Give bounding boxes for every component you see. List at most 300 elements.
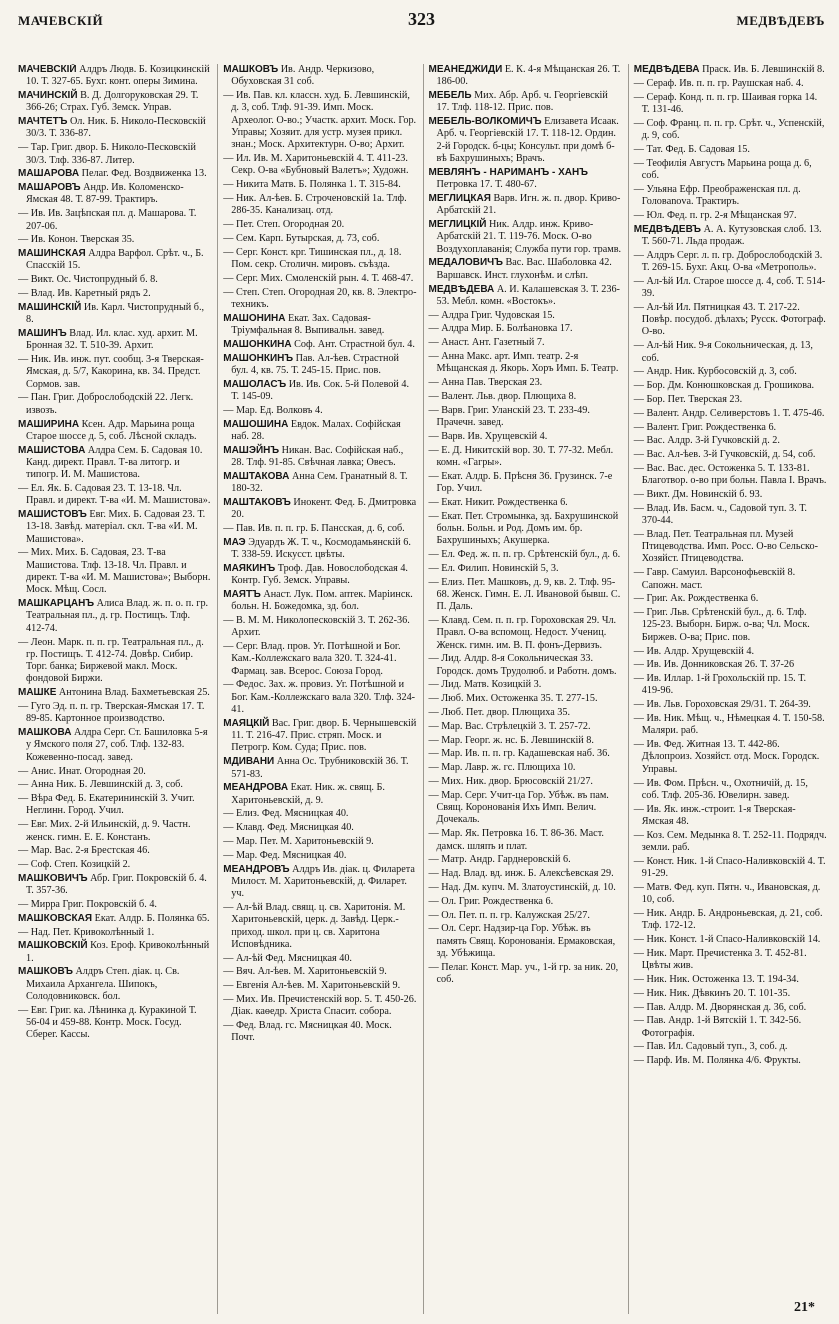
entry-details: А. А. Кутузовская слоб. 13. Т. 560-71. Льда продаж. <box>641 223 822 247</box>
directory-entry <box>634 210 827 222</box>
entry-details: — Пелаг. Конст. Мар. уч., 1-й гр. за ник. 20, соб. <box>428 961 619 985</box>
entry-details: — Ал-ѣй Ил. Пятницкая 43. Т. 217-22. Повѣр. посудоб. дѣлахъ; Русск. Фотограф. О-во. <box>633 301 826 338</box>
directory-entry <box>429 868 622 880</box>
entry-details: — Елиз. Фед. Мясницкая 40. <box>223 808 349 820</box>
directory-entry <box>223 641 416 678</box>
entry-details: — Леон. Марк. п. п. гр. Театральная пл., д. гр. Постищъ. Т. 412-74. Довѣр. Сибир. Торг. банка; Биржевой макл. Моск. фондовой Биржи. <box>18 636 204 685</box>
directory-entry <box>18 547 211 596</box>
entry-details: — Ил. Ив. М. Харитоньевскій 4. Т. 411-23. Секр. О-ва «Бубновый Валетъ»; Художн. <box>223 153 409 177</box>
entry-details: — Федос. Зах. ж. провиз. Уг. Потѣшной и Бог. Кам.-Коллежскаго вала 320. Тлф. 324-41. <box>223 679 416 716</box>
directory-entry <box>18 354 211 391</box>
directory-entry <box>634 380 827 392</box>
directory-entry <box>634 92 827 117</box>
entry-details: Елизавета Исаак. Арб. ч. Георгіевскій 17. Т. 118-12. Ордин. 2-й Городск. б-цы; Консульт. при домѣ б-вѣ Бахрушиныхъ; Врачъ. <box>436 116 619 165</box>
directory-entry <box>223 233 416 245</box>
entry-details: — Тат. Фед. Б. Садовая 15. <box>633 143 750 155</box>
directory-entry <box>634 340 827 365</box>
entry-details: — Мар. Фед. Мясницкая 40. <box>223 849 347 861</box>
entry-details: — Никита Матв. Б. Полянка 1. Т. 315-84. <box>223 179 401 191</box>
entry-surname: МАШАРОВА <box>18 168 80 180</box>
column-2 <box>217 64 416 1314</box>
page-header <box>18 6 825 36</box>
entry-details: Алиса Влад. ж. п. о. п. гр. Театральная пл., д. гр. Постищъ. Тлф. 412-74. <box>26 598 209 634</box>
directory-entry <box>634 78 827 90</box>
entry-details: — Анаст. Ант. Газетный 7. <box>428 337 545 349</box>
entry-surname: МАЧТЕТЪ <box>18 116 68 128</box>
entry-details: — Елиз. Пет. Машковъ, д. 9, кв. 2. Тлф. 95-68. Женск. Гимн. Е. Л. Ивановой бывш. С. П. Даль. <box>428 576 621 613</box>
directory-entry <box>223 808 416 820</box>
directory-entry <box>18 208 211 233</box>
entry-details: — Мирра Григ. Покровскій б. 4. <box>18 899 157 910</box>
directory-entry <box>223 718 416 755</box>
directory-entry <box>223 273 416 285</box>
entry-surname: МАШТАКОВЪ <box>223 496 291 508</box>
entry-details: Ив. Андр. Черкизово, Обуховская 31 соб. <box>231 64 375 88</box>
directory-entry <box>18 819 211 844</box>
directory-entry <box>634 250 827 275</box>
entry-details: — Серг. Влад. пров. Уг. Потѣшной и Бог. Кам.-Коллежскаго вала 320. Т. 324-41. Фармац. зав. Всерос. Союза Город. <box>223 641 401 677</box>
entry-details: — Коз. Сем. Медынка 8. Т. 252-11. Подрядч. земли. раб. <box>633 829 827 854</box>
directory-entry <box>634 593 827 605</box>
directory-entry <box>223 756 416 781</box>
directory-entry <box>18 873 211 898</box>
entry-surname: МАШИСТОВА <box>18 444 86 456</box>
directory-entry <box>429 391 622 403</box>
entry-surname: МЕГЛИЦКАЯ <box>428 192 491 204</box>
header-left-guideword: МАЧЕВСКІЙ <box>18 13 104 28</box>
directory-entry <box>18 845 211 857</box>
directory-entry <box>634 567 827 592</box>
entry-details: — Екат. Никит. Рождественка 6. <box>428 496 568 508</box>
entry-details: Никан. Вас. Софійская наб., 28. Тлф. 91-85. Свѣчная лавка; Овесъ. <box>231 444 404 468</box>
entry-surname: МАШОНИНА <box>223 312 286 324</box>
entry-surname: МАЭ <box>223 536 246 548</box>
directory-entry <box>634 302 827 339</box>
entry-details: Варв. Игн. ж. п. двор. Криво-Арбатскій 21. <box>436 192 621 217</box>
entry-details: — Тар. Григ. двор. Б. Николо-Песковскій 30/3. Тлф. 336-87. Литер. <box>18 142 196 166</box>
directory-entry <box>223 405 416 417</box>
entry-details: Коз. Ероф. Кривоколѣнный 1. <box>26 940 210 964</box>
entry-details: — Валент. Григ. Рождественка 6. <box>633 421 777 433</box>
directory-entry <box>18 234 211 246</box>
directory-entry <box>634 184 827 209</box>
entry-details: А. И. Калашевская 3. Т. 236-53. Мебл. комн. «Востокъ». <box>436 283 620 307</box>
directory-entry <box>429 896 622 908</box>
directory-entry <box>634 158 827 183</box>
entry-details: Вас. Вас. Шаболовка 42. Варшавск. Инст. глухонѣм. и слѣп. <box>436 257 612 281</box>
entry-details: — Ал-ѣй Влад. свящ. ц. св. Харитонія. М. Харитоньевскій, церк. д. Завѣд. Церк.-приход. школ. при ц. св. Харитона Исповѣдника. <box>223 902 406 950</box>
directory-entry <box>634 778 827 803</box>
directory-entry <box>18 288 211 300</box>
directory-entry <box>634 435 827 447</box>
directory-entry <box>429 377 622 389</box>
entry-details: — Анис. Инат. Огородная 20. <box>18 765 146 777</box>
entry-details: — Анна Пав. Тверская 23. <box>428 377 543 389</box>
entry-details: — Алдра Григ. Чудовская 15. <box>428 309 555 321</box>
entry-surname: МАШЭЙНЪ <box>223 444 280 456</box>
entry-details: — Теофилія Августъ Марьина роща д. 6, соб. <box>633 157 812 181</box>
entry-details: — Ник. Март. Пречистенка 3. Т. 452-81. Цвѣты жив. <box>633 947 807 972</box>
directory-entry <box>18 687 211 699</box>
entry-details: — Мар. Пет. М. Харитоньевскій 9. <box>223 836 374 848</box>
directory-entry <box>223 379 416 404</box>
directory-entry <box>18 899 211 911</box>
entry-details: Екат. Зах. Садовая-Тріумфальная 8. Выпивальн. завед. <box>231 312 385 336</box>
directory-entry <box>634 882 827 907</box>
entry-details: — Ив. Иллар. 1-й Грохольскій пр. 15. Т. 419-96. <box>633 673 807 697</box>
directory-entry <box>18 142 211 167</box>
entry-details: Алдръ Ив. діак. ц. Филарета Милост. М. Харитоньевскій, д. Филарет. уч. <box>231 863 415 900</box>
directory-entry <box>223 994 416 1019</box>
entry-details: — Андр. Ник. Курбосовскій д. 3, соб. <box>633 366 797 378</box>
directory-entry <box>634 713 827 738</box>
entry-details: — Ив. Фед. Житная 13. Т. 442-86. Дѣлопроиз. Хозяйст. отд. Моск. Городск. Управы. <box>633 739 820 775</box>
directory-entry <box>223 353 416 378</box>
directory-entry <box>18 940 211 965</box>
entry-details: Алдръ Степ. діак. ц. Св. Михаила Архангела. Шипокъ, Солодовниковск. бол. <box>26 966 180 1003</box>
directory-entry <box>634 974 827 986</box>
entry-details: — Вяч. Ал-ѣев. М. Харитоньевскій 9. <box>223 966 387 978</box>
directory-entry <box>429 64 622 89</box>
entry-details: — Мар. Як. Петровка 16. Т. 86-36. Маст. дамск. шляпъ и плат. <box>428 828 604 852</box>
entry-details: — Мих. Ник. двор. Брюсовскій 21/27. <box>428 776 593 788</box>
column-1 <box>18 64 211 1314</box>
directory-entry <box>634 830 827 855</box>
entry-details: — Анна Макс. арт. Имп. театр. 2-я Мѣщанская д. Якорь. Хоръ Имп. Б. Театр. <box>428 351 619 375</box>
entry-surname: МЕДВѢДЕВА <box>633 64 700 75</box>
entry-surname: МДИВАНИ <box>223 756 275 768</box>
directory-entry <box>223 850 416 862</box>
directory-entry <box>18 859 211 871</box>
directory-entry <box>634 224 827 249</box>
column-4 <box>628 64 827 1314</box>
directory-entry <box>429 828 622 853</box>
entry-details: — Серг. Конст. крг. Тишинская пл., д. 18. Пом. секр. Столичн. мировъ. съѣзда. <box>223 246 402 270</box>
directory-entry <box>429 351 622 376</box>
entry-details: — Евг. Григ. ка. Лѣнинка д. Куракиной Т. 56-04 и 459-88. Контр. Моск. Госуд. Сберег. Кассы. <box>18 1004 197 1041</box>
entry-details: — Ульяна Ефр. Преображенская пл. д. Головanova. Трактиръ. <box>633 183 801 207</box>
directory-entry <box>18 248 211 273</box>
directory-entry <box>223 445 416 470</box>
directory-entry <box>634 118 827 143</box>
directory-entry <box>18 445 211 482</box>
directory-entry <box>429 962 622 987</box>
entry-details: — Мар. Вас. 2-я Брестская 46. <box>18 845 150 857</box>
directory-entry <box>223 219 416 231</box>
directory-entry <box>223 313 416 338</box>
entry-details: — Ол. Серг. Надзир-ца Гор. Убѣж. въ память Свящ. Коронованія. Ермаковская, зд. Убѣжища. <box>428 923 616 959</box>
entry-details: Троф. Дав. Новослободская 4. Контр. Губ. Земск. Управы. <box>231 562 408 587</box>
directory-entry <box>429 511 622 548</box>
directory-entry <box>429 337 622 349</box>
entry-details: Праск. Ив. Б. Левшинскій 8. <box>699 64 825 75</box>
entry-surname: МАШКОВСКІЙ <box>18 940 88 952</box>
directory-entry <box>634 739 827 776</box>
directory-entry <box>18 64 211 89</box>
entry-details: Ник. Алдр. инж. Криво-Арбатскій 21. Т. 119-76. Моск. О-во Воздухоплаванія; Служба пути гор. трамв. <box>436 219 622 255</box>
entry-details: — Гуго Эд. п. п. гр. Тверская-Ямская 17. Т. 89-85. Картонное производство. <box>18 701 205 725</box>
entry-details: В. Д. Долгоруковская 29. Т. 366-26; Страх. Губ. Земск. Управ. <box>26 90 199 114</box>
entry-details: Антонина Влад. Бахметьевская 25. <box>56 687 210 699</box>
entry-details: — Варв. Ив. Хрущевскій 4. <box>428 430 548 442</box>
entry-details: — Пав. Андр. 1-й Вятскій 1. Т. 342-56. Фотографія. <box>633 1015 802 1039</box>
entry-surname: МАШИНСКАЯ <box>18 248 86 260</box>
directory-entry <box>18 182 211 207</box>
directory-entry <box>634 1015 827 1040</box>
entry-details: — Ол. Пет. п. п. гр. Калужская 25/27. <box>428 909 590 921</box>
directory-entry <box>223 836 416 848</box>
directory-entry <box>634 422 827 434</box>
entry-details: — Сераф. Конд. п. п. гр. Шаивая горка 14. Т. 131-46. <box>633 91 818 115</box>
directory-entry <box>634 276 827 301</box>
entry-details: — Анна Ник. Б. Левшинскій д. 3, соб. <box>18 779 183 791</box>
entry-details: Пав. Ал-ѣев. Страстной бул. 4, кв. 75. Т. 245-15. Прис. пов. <box>231 352 400 376</box>
entry-details: — Клавд. Фед. Мясницкая 40. <box>223 822 354 834</box>
entry-details: — Люб. Мих. Остоженка 35. Т. 277-15. <box>428 693 598 705</box>
entry-details: — Влад. Пет. Театральная пл. Музей Птицеводства. Имп. Росс. О-во Сельско-Хозяйст. Птицеводства. <box>633 528 818 565</box>
directory-entry <box>18 727 211 764</box>
directory-entry <box>429 193 622 218</box>
entry-details: Мих. Абр. Арб. ч. Георгіевскій 17. Тлф. 118-12. Прис. пов. <box>436 90 608 114</box>
directory-entry <box>18 116 211 141</box>
entry-details: — Над. Дм. купч. М. Златоустинскій, д. 10. <box>428 881 616 893</box>
entry-surname: МАЧЕВСКІЙ <box>18 64 77 75</box>
entry-details: — Ник. Конст. 1-й Спасо-Наливковскій 14. <box>633 934 821 946</box>
entry-details: — Клавд. Сем. п. п. гр. Гороховская 29. Чл. Правл. О-ва вспомощ. Недост. Учениц. Женск. гимн. им. В. П. фонъ-Дервизъ. <box>428 614 617 651</box>
entry-surname: МАЯТЪ <box>223 588 261 600</box>
directory-entry <box>18 966 211 1003</box>
directory-entry <box>634 673 827 698</box>
directory-entry <box>429 735 622 747</box>
entry-details: — Люб. Пет. двор. Плющиха 35. <box>428 707 571 719</box>
directory-entry <box>634 856 827 881</box>
directory-entry <box>223 287 416 312</box>
directory-entry <box>429 563 622 575</box>
directory-entry <box>18 779 211 791</box>
directory-entry <box>429 549 622 561</box>
entry-surname: МЕДАЛОВИЧЪ <box>428 257 503 269</box>
entry-surname: МЕБЕЛЬ <box>428 90 472 102</box>
directory-entry <box>223 980 416 992</box>
entry-details: — Мар. Георг. ж. нс. Б. Левшинскій 8. <box>428 734 594 746</box>
entry-details: — Пан. Григ. Доброслободскій 22. Легк. извозъ. <box>18 392 194 416</box>
directory-entry <box>634 908 827 933</box>
entry-details: — Матв. Фед. куп. Пятн. ч., Ивановская, д. 10, соб. <box>633 881 821 906</box>
directory-entry <box>18 302 211 327</box>
entry-details: — Соф. Франц. п. п. гр. Срѣт. ч., Успенскій, д. 9, соб. <box>633 117 825 141</box>
directory-entry <box>223 90 416 151</box>
entry-details: — Конст. Ник. 1-й Спасо-Наливковскій 4. Т. 91-29. <box>633 855 826 880</box>
entry-details: — Алдръ Серг. л. п. гр. Доброслободскій 3. Т. 269-15. Бухг. Акц. О-ва «Метрополь». <box>633 249 823 273</box>
directory-entry <box>223 193 416 218</box>
entry-details: — Алдра Мир. Б. Болѣановка 17. <box>428 323 573 335</box>
entry-details: — Пав. Ил. Садовый туп., 3, соб. д. <box>633 1041 788 1053</box>
entry-details: — Бор. Дм. Конюшковская д. Грошикова. <box>633 380 815 392</box>
entry-details: — Влад. Ив. Басм. ч., Садовой туп. 3. Т. 370-44. <box>633 502 807 527</box>
directory-entry <box>18 168 211 180</box>
entry-surname: МАШАРОВЪ <box>18 182 81 194</box>
entry-details: — Над. Влад. вд. инж. Б. Алексѣевская 29. <box>428 868 614 880</box>
entry-details: — Ив. Льв. Гороховская 29/31. Т. 264-39. <box>633 699 811 711</box>
directory-entry <box>634 659 827 671</box>
entry-details: — Викт. Ос. Чистопрудный б. 8. <box>18 274 158 286</box>
entry-details: — Пет. Степ. Огородная 20. <box>223 219 345 231</box>
entry-details: — Мар. Ед. Волковъ 4. <box>223 404 323 416</box>
entry-surname: МЕДВѢДЕВЪ <box>633 223 702 235</box>
entry-details: — Варв. Григ. Уланскій 23. Т. 233-49. Прачечн. завед. <box>428 404 590 429</box>
entry-surname: МАЧИНСКІЙ <box>18 90 78 102</box>
directory-entry <box>223 589 416 614</box>
directory-entry <box>634 529 827 566</box>
directory-entry <box>634 646 827 658</box>
directory-entry <box>634 144 827 156</box>
directory-entry <box>223 563 416 588</box>
directory-entry <box>223 497 416 522</box>
entry-details: — Серг. Мих. Смоленскій рын. 4. Т. 468-47. <box>223 272 414 284</box>
entry-details: — Лид. Матв. Козицкій 3. <box>428 679 542 691</box>
entry-details: — Ел. Фед. ж. п. п. гр. Срѣтенскій бул., д. 6. <box>428 548 621 560</box>
entry-details: — Соф. Степ. Козицкій 2. <box>18 859 131 871</box>
entry-surname: МЕАНЕДЖИДИ <box>428 64 503 75</box>
entry-details: — Ел. Як. Б. Садовая 23. Т. 13-18. Чл. Правл. и директ. Т-ва «И. М. Машистова». <box>18 483 211 507</box>
entry-details: — Ив. Конон. Тверская 35. <box>18 234 135 246</box>
entry-details: Анна Сем. Гранатный 8. Т. 180-32. <box>231 470 408 494</box>
entry-details: Ив. Ив. Сок. 5-й Полевой 4. Т. 145-09. <box>231 378 410 402</box>
entry-details: Петровка 17. Т. 480-67. <box>436 179 537 191</box>
entry-surname: МАШТАКОВА <box>223 470 290 482</box>
entry-details: — Ник. Ал-ѣев. Б. Строченовскій 1а. Тлф. 286-35. Канализац. отд. <box>223 192 407 217</box>
entry-surname: МЕБЕЛЬ-ВОЛКОМИЧЪ <box>428 116 542 128</box>
directory-entry <box>223 679 416 716</box>
directory-entry <box>429 790 622 827</box>
entry-details: — Мих. Ив. Пречистенскій вор. 5. Т. 450-26. Діак. каѳедр. Христа Спасит. собора. <box>223 994 417 1018</box>
entry-details: — Ал-ѣй Ил. Старое шоссе д. 4, соб. Т. 514-39. <box>633 275 826 300</box>
entry-surname: МАШОНКИНЪ <box>223 352 294 364</box>
directory-entry <box>429 284 622 309</box>
directory-entry <box>634 503 827 528</box>
directory-entry <box>223 822 416 834</box>
directory-entry <box>429 707 622 719</box>
entry-details: Алдра Варфол. Срѣт. ч., Б. Спасскій 15. <box>26 248 204 272</box>
directory-entry <box>634 449 827 461</box>
entry-details: Евдок. Малах. Софійская наб. 28. <box>231 418 401 442</box>
directory-entry <box>429 679 622 691</box>
directory-entry <box>429 910 622 922</box>
entry-details: Ксен. Адр. Марьина роща Старое шоссе д. 5, соб. Лѣсной складъ. <box>26 418 197 442</box>
directory-entry <box>223 864 416 901</box>
entry-details: — Ник. Андр. Б. Андроньевская, д. 21, соб. Тлф. 172-12. <box>633 908 823 932</box>
entry-details: — Вас. Ал-ѣев. 3-й Гучковскій, д. 54, соб. <box>633 449 816 461</box>
entry-details: — Ел. Филип. Новинскій 5, 3. <box>428 562 559 574</box>
entry-details: — Лид. Алдр. 8-я Сокольническая 33. Городск. домъ Трудолюб. и Работн. домъ. <box>428 653 617 677</box>
entry-details: Инокент. Фед. Б. Дмитровка 20. <box>231 496 417 521</box>
entry-surname: МЕДВѢДЕВА <box>428 283 495 295</box>
entry-details: — Сем. Карп. Бутырская, д. 73, соб. <box>223 232 380 244</box>
entry-surname: МАШКОВСКАЯ <box>18 912 93 924</box>
directory-entry <box>634 394 827 406</box>
directory-entry <box>18 701 211 726</box>
directory-entry <box>223 179 416 191</box>
directory-entry <box>429 854 622 866</box>
entry-surname: МЕГЛИЦКІЙ <box>428 219 487 231</box>
entry-surname: МАЯЦКІЙ <box>223 717 270 729</box>
directory-entry <box>429 257 622 282</box>
header-right-guideword: МЕДВѢДЕВЪ <box>736 13 825 28</box>
directory-entry <box>223 153 416 178</box>
page-number: 323 <box>408 9 435 29</box>
entry-details: — Евг. Мих. 2-й Ильинскій, д. 9. Частн. женск. гимн. Е. Е. Констанъ. <box>18 819 191 843</box>
entry-surname: МЕАНДРОВА <box>223 782 289 794</box>
directory-entry <box>429 762 622 774</box>
directory-entry <box>223 247 416 272</box>
directory-entry <box>634 1055 827 1067</box>
directory-entry <box>223 966 416 978</box>
directory-entry <box>429 776 622 788</box>
directory-entry <box>18 328 211 353</box>
entry-details: — Евгенія Ал-ѣев. М. Харитоньевскій 9. <box>223 980 401 992</box>
directory-entry <box>18 274 211 286</box>
directory-entry <box>634 988 827 1000</box>
directory-entry <box>223 64 416 89</box>
directory-entry <box>634 366 827 378</box>
directory-entry <box>429 90 622 115</box>
entry-details: — Викт. Дм. Новинскій б. 93. <box>633 489 763 500</box>
entry-details: — Влад. Ив. Каретный рядъ 2. <box>18 288 151 300</box>
entry-details: — Вас. Вас. дес. Остоженка 5. Т. 133-81. Благотвор. о-во при больн. Павла І. Врачъ. <box>633 462 827 487</box>
entry-details: Андр. Ив. Коломенско-Ямская 48. Т. 87-99. Трактиръ. <box>26 182 184 206</box>
directory-entry <box>223 782 416 807</box>
entry-details: — Екат. Алдр. Б. Прѣсня 36. Грузинск. 7-е Гор. Учил. <box>428 470 613 494</box>
directory-entry <box>634 64 827 76</box>
entry-surname: МАШОНКИНА <box>223 338 292 350</box>
entry-details: — Вѣра Фед. Б. Екатерининскій 3. Учит. Неглинн. Город. Учил. <box>18 793 195 817</box>
entry-details: — Екат. Пет. Стромынка, зд. Бахрушинской больн. Больн. и Род. Домъ им. бр. Бахрушиныхъ; Акушерка. <box>428 510 619 547</box>
entry-details: Эдуардъ Ж. Т. ч., Космодамьянскій 6. Т. 338-59. Искусст. цвѣты. <box>231 536 411 560</box>
entry-surname: МАШКЕ <box>18 687 57 699</box>
entry-details: — Ив. Ник. Мѣщ. ч., Нѣмецкая 4. Т. 150-58. Маляри. раб. <box>633 713 825 737</box>
entry-details: Екат. Ник. ж. свящ. Б. Харитоньевскій, д. 9. <box>231 782 385 806</box>
directory-entry <box>429 310 622 322</box>
directory-entry <box>18 793 211 818</box>
entry-details: Пелаг. Фед. Воздвиженка 13. <box>79 168 207 180</box>
entry-details: Алдра Сем. Б. Садовая 10. Канд. директ. Правл. Т-ва литогр. и типогр. И. М. Машистова. <box>26 444 203 481</box>
column-3 <box>423 64 622 1314</box>
directory-entry <box>429 923 622 960</box>
directory-entry <box>223 1020 416 1045</box>
directory-entry <box>18 927 211 939</box>
entry-details: — Мар. Вас. Стрѣлецкій 3. Т. 257-72. <box>428 720 591 732</box>
entry-details: — Ив. Пав. кл. классн. худ. Б. Левшинскій, д. 3, соб. Тлф. 91-39. Имп. Моск. Археолог. О-во.; Участк. архит. Моск. Гор. Управы; Хозяит. для устр. музея прикл. знан.; Моск. Архитектурн. О-во; Архит. <box>223 90 417 151</box>
directory-entry <box>18 913 211 925</box>
entry-details: — Пав. Алдр. М. Дворянская д. 36, соб. <box>633 1001 807 1013</box>
entry-surname: МАШКОВИЧЪ <box>18 872 88 884</box>
entry-surname: МАШИРИНА <box>18 418 80 430</box>
entry-surname: МАШКОВЪ <box>223 64 279 75</box>
directory-entry <box>634 1002 827 1014</box>
entry-details: — Мих. Мих. Б. Садовая, 23. Т-ва Машистова. Тлф. 13-18. Чл. Правл. и директ. Т-ва «И. М. Машистова»; Выборн. Моск. Мѣщ. Сосл. <box>18 547 211 596</box>
entry-surname: МАШИНЪ <box>18 327 67 339</box>
entry-details: — Парф. Ив. М. Полянка 4/6. Фрукты. <box>633 1055 801 1067</box>
entry-details: — Ив. Ив. Донниковская 26. Т. 37-26 <box>633 659 795 671</box>
directory-entry <box>634 804 827 829</box>
directory-entry <box>634 934 827 946</box>
directory-entry <box>634 489 827 501</box>
directory-entry <box>429 577 622 614</box>
directory-entry <box>223 537 416 562</box>
directory-entry <box>429 721 622 733</box>
entry-details: — Вас. Алдр. 3-й Гучковскій д. 2. <box>633 435 780 447</box>
entry-surname: МЕВЛЯНЪ - НАРИМАНЪ - ХАНЪ <box>428 166 588 178</box>
